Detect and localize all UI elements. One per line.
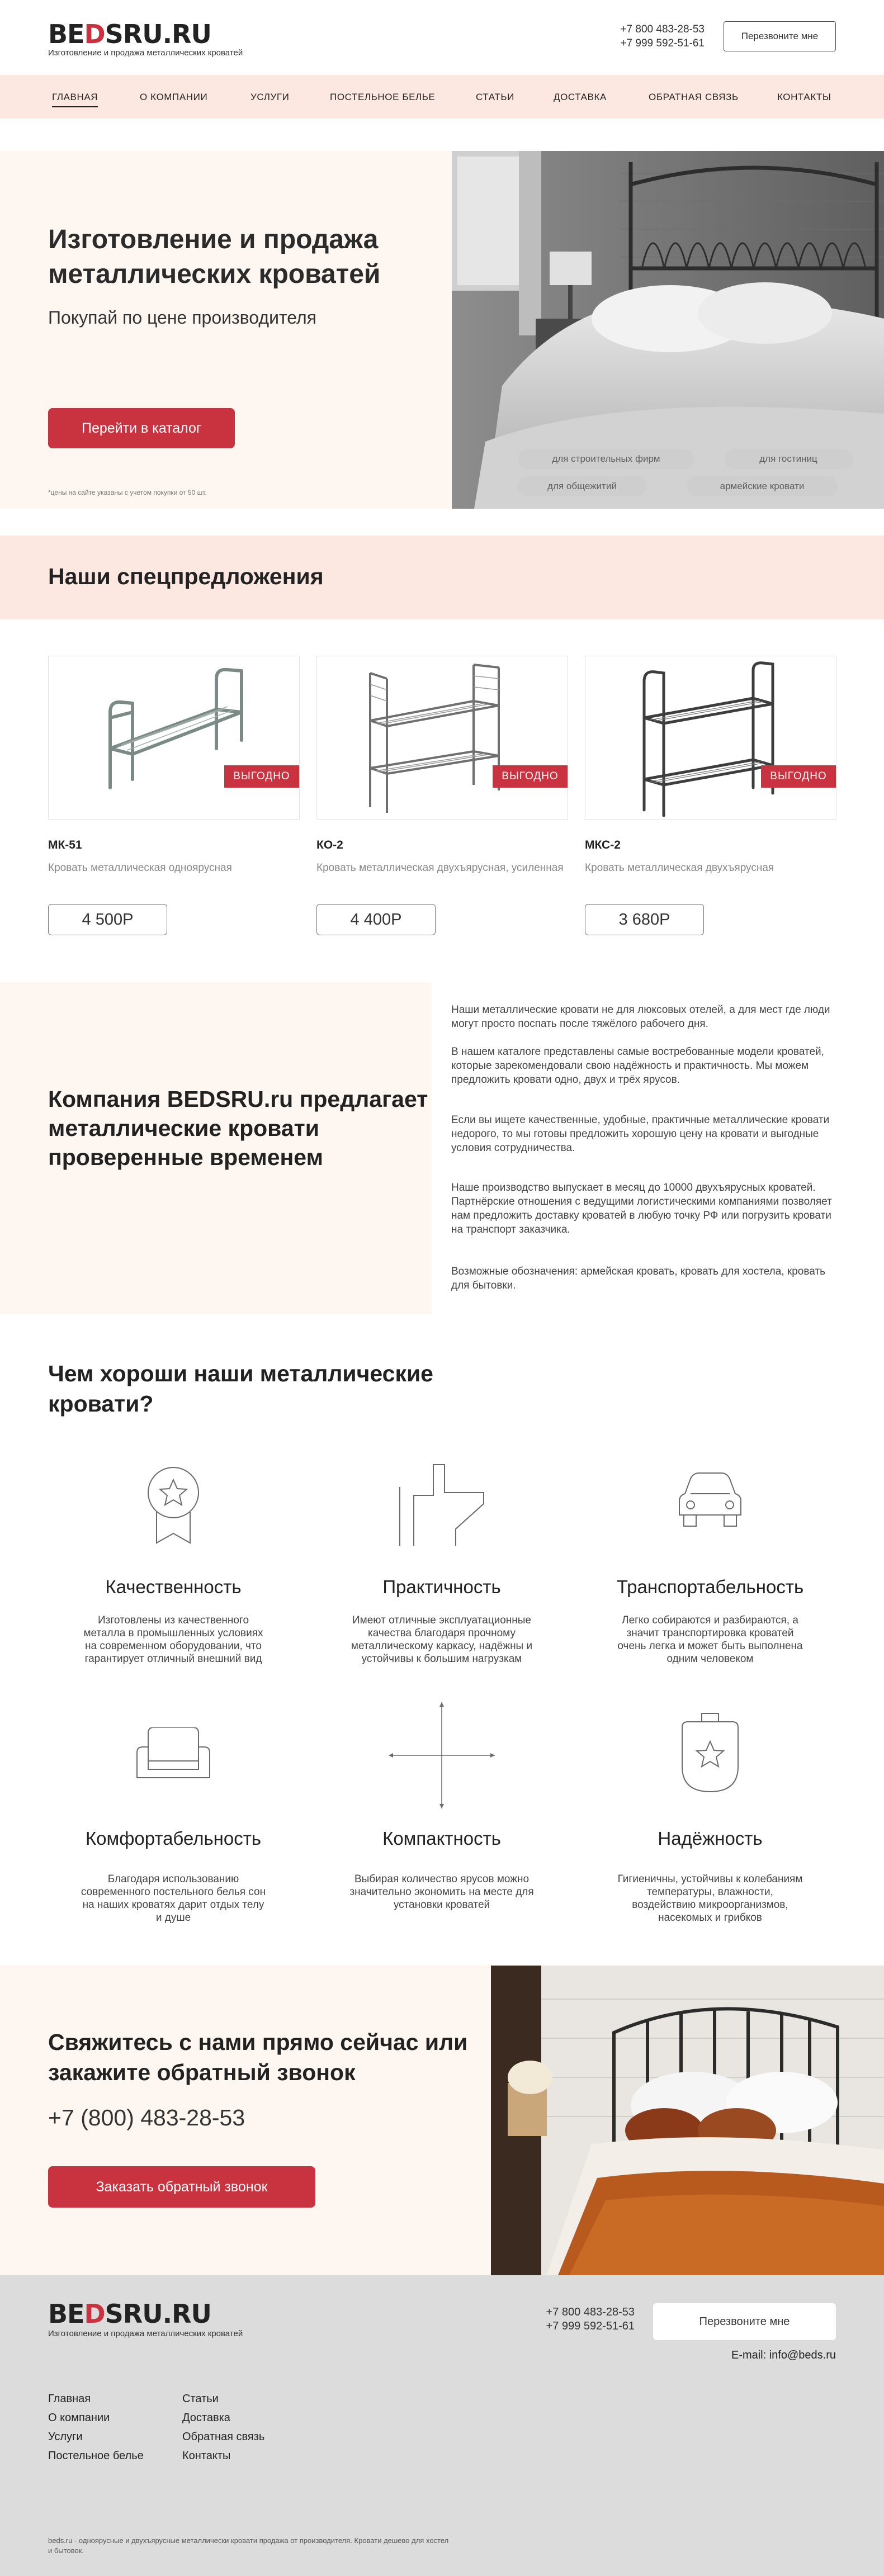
feature-title-reliability: Надёжность — [658, 1828, 763, 1849]
feature-title-compact: Компактность — [382, 1828, 501, 1849]
feature-desc-practicality: Имеют отличные эксплуатационные качества благодаря прочному металлическому каркасу, надёжны и устойчивы к большим нагрузкам — [351, 1614, 533, 1665]
logo-text: BE — [48, 19, 84, 49]
bed-with-orange-blanket-illustration — [491, 1966, 884, 2275]
sofa-icon — [134, 1727, 212, 1783]
footer-logo-text: BE — [48, 2299, 84, 2329]
about-paragraph-2: В нашем каталоге представлены самые востребованные модели кроватей, которые зарекомендовали свою надёжность и практичность. Мы можем предложить кровати одно, двух и трёх ярусов. — [451, 1046, 824, 1086]
hero-title: Изготовление и продажа металлических кроватей — [48, 225, 381, 289]
header-callback-button[interactable]: Перезвоните мне — [724, 21, 836, 51]
offer-badge-1: ВЫГОДНО — [224, 765, 299, 788]
product-price-2: 4 400Р — [316, 904, 436, 935]
nav-item-articles[interactable]: СТАТЬИ — [476, 92, 514, 102]
footer-phone-1[interactable]: +7 800 483-28-53 — [546, 2306, 635, 2318]
hero-subtitle: Покупай по цене производителя — [48, 307, 316, 328]
about-paragraph-5: Возможные обозначения: армейская кровать, кровать для хостела, кровать для бытовки. — [451, 1266, 825, 1291]
offers-title: Наши спецпредложения — [48, 564, 324, 589]
hero-price-note: *цены на сайте указаны с учетом покупки от 50 шт. — [48, 489, 207, 496]
single-bed-illustration — [49, 656, 300, 820]
header-phones — [582, 22, 705, 50]
nav-item-delivery[interactable]: ДОСТАВКА — [554, 92, 607, 102]
logo-tagline: Изготовление и продажа металлических кроватей — [48, 48, 243, 58]
logo-text-accent: D — [84, 19, 105, 49]
feature-desc-comfort: Благодаря использованию современного постельного белья сон на наших кроватях дарит отдых телу и душе — [81, 1873, 266, 1924]
feature-title-practicality: Практичность — [382, 1576, 501, 1597]
feature-desc-quality: Изготовлены из качественного металла в промышленных условиях на современном оборудовании, что гарантирует отличный внешний вид — [83, 1614, 263, 1665]
contact-title: Свяжитесь с нами прямо сейчас или закажите обратный звонок — [48, 2029, 468, 2085]
product-name-3[interactable]: МКС-2 — [585, 839, 621, 851]
hero-section — [0, 151, 452, 509]
award-icon — [140, 1462, 207, 1546]
nav-item-services[interactable]: УСЛУГИ — [250, 92, 290, 102]
nav-item-contacts[interactable]: КОНТАКТЫ — [777, 92, 831, 102]
footer-link-feedback[interactable]: Обратная связь — [182, 2431, 265, 2443]
chip-hotels[interactable]: для гостиниц — [724, 449, 853, 469]
about-paragraph-3: Если вы ищете качественные, удобные, практичные металлические кровати недорого, то мы готовы предложить хорошую цену на кровати и выгодные условия сотрудничества. — [451, 1114, 830, 1154]
about-paragraph-1: Наши металлические кровати не для люксовых отелей, а для мест где люди могут просто поспать после тяжёлого рабочего дня. — [451, 1004, 830, 1030]
logo[interactable] — [48, 19, 211, 49]
footer-logo-text-domain: SRU.RU — [105, 2299, 211, 2329]
feature-desc-reliability: Гигиеничны, устойчивы к колебаниям температуры, влажности, воздействию микроорганизмов, насекомых и грибков — [617, 1873, 803, 1924]
product-card-image-mk51[interactable] — [48, 656, 300, 820]
chip-construction[interactable]: для строительных фирм — [518, 449, 694, 469]
dark-bunk-bed-illustration — [585, 656, 836, 820]
header-phone-1[interactable]: +7 800 483-28-53 — [620, 23, 705, 35]
contact-phone[interactable]: +7 (800) 483-28-53 — [48, 2105, 245, 2130]
product-price-1: 4 500Р — [48, 904, 167, 935]
product-desc-2: Кровать металлическая двухъярусная, усиленная — [316, 862, 564, 874]
footer-link-delivery[interactable]: Доставка — [182, 2412, 230, 2424]
contact-bedroom-photo — [491, 1966, 884, 2275]
footer-callback-button[interactable]: Перезвоните мне — [653, 2303, 836, 2340]
logo-text-domain: SRU.RU — [105, 19, 211, 49]
chip-dormitories[interactable]: для общежитий — [518, 476, 646, 496]
product-card-image-mks2[interactable] — [585, 656, 836, 820]
footer-link-services[interactable]: Услуги — [48, 2431, 83, 2443]
product-desc-3: Кровать металлическая двухъярусная — [585, 862, 774, 874]
footer-copyright: beds.ru - одноярусные и двухъярусные металлически кровати продажа от производителя. Кровати дешево для хостел и бытовок. — [48, 2536, 449, 2555]
feature-title-quality: Качественность — [105, 1576, 242, 1597]
main-nav — [0, 75, 884, 119]
bunk-bed-illustration — [317, 656, 568, 820]
product-card-image-ko2[interactable] — [316, 656, 568, 820]
feature-desc-compact: Выбирая количество ярусов можно значительно экономить на месте для установки кроватей — [349, 1873, 534, 1911]
feature-title-transport: Транспортабельность — [616, 1576, 804, 1597]
offer-badge-2: ВЫГОДНО — [493, 765, 568, 788]
feature-desc-transport: Легко собираются и разбираются, а значит транспортировка кроватей очень легка и может быть выполнена одним человеком — [617, 1614, 803, 1665]
footer-logo[interactable] — [48, 2299, 211, 2329]
about-paragraph-4: Наше производство выпускает в месяц до 10000 двухъярусных кроватей. Партнёрские отношения с ведущими логистическими компаниями позволяет нам предложить доставку кроватей в любую точку РФ или погрузить кровати на транспорт заказчика. — [451, 1182, 832, 1235]
crosshair-icon — [389, 1702, 495, 1808]
footer-email[interactable]: E-mail: info@beds.ru — [731, 2349, 836, 2361]
order-callback-button[interactable]: Заказать обратный звонок — [48, 2166, 315, 2208]
product-name-1[interactable]: МК-51 — [48, 839, 82, 851]
product-price-3: 3 680Р — [585, 904, 704, 935]
footer-link-articles[interactable]: Статьи — [182, 2393, 219, 2405]
footer-logo-text-accent: D — [84, 2299, 105, 2329]
footer-tagline: Изготовление и продажа металлических кроватей — [48, 2329, 243, 2338]
shield-star-icon — [677, 1711, 744, 1794]
offer-badge-3: ВЫГОДНО — [761, 765, 836, 788]
product-desc-1: Кровать металлическая одноярусная — [48, 862, 232, 874]
header-phone-2[interactable]: +7 999 592-51-61 — [620, 37, 705, 49]
nav-item-bedding[interactable]: ПОСТЕЛЬНОЕ БЕЛЬЕ — [330, 92, 436, 102]
thumbs-up-icon — [394, 1462, 489, 1551]
nav-item-home[interactable]: ГЛАВНАЯ — [52, 92, 98, 107]
about-title: Компания BEDSRU.ru предлагает металлические кровати проверенные временем — [48, 1086, 428, 1170]
product-name-2[interactable]: КО-2 — [316, 839, 343, 851]
footer-phones — [503, 2305, 635, 2333]
footer-link-contacts[interactable]: Контакты — [182, 2450, 231, 2462]
footer-link-bedding[interactable]: Постельное белье — [48, 2450, 144, 2462]
footer-phone-2[interactable]: +7 999 592-51-61 — [546, 2320, 635, 2332]
chip-army[interactable]: армейские кровати — [687, 476, 838, 496]
nav-item-about[interactable]: О КОМПАНИИ — [140, 92, 208, 102]
hero-bedroom-photo — [452, 151, 884, 509]
footer-link-home[interactable]: Главная — [48, 2393, 91, 2405]
car-icon — [668, 1470, 752, 1537]
catalog-button[interactable]: Перейти в каталог — [48, 408, 235, 448]
feature-title-comfort: Комфортабельность — [85, 1828, 262, 1849]
features-title: Чем хороши наши металлические кровати? — [48, 1361, 433, 1417]
footer-link-about[interactable]: О компании — [48, 2412, 110, 2424]
nav-item-feedback[interactable]: ОБРАТНАЯ СВЯЗЬ — [649, 92, 739, 102]
